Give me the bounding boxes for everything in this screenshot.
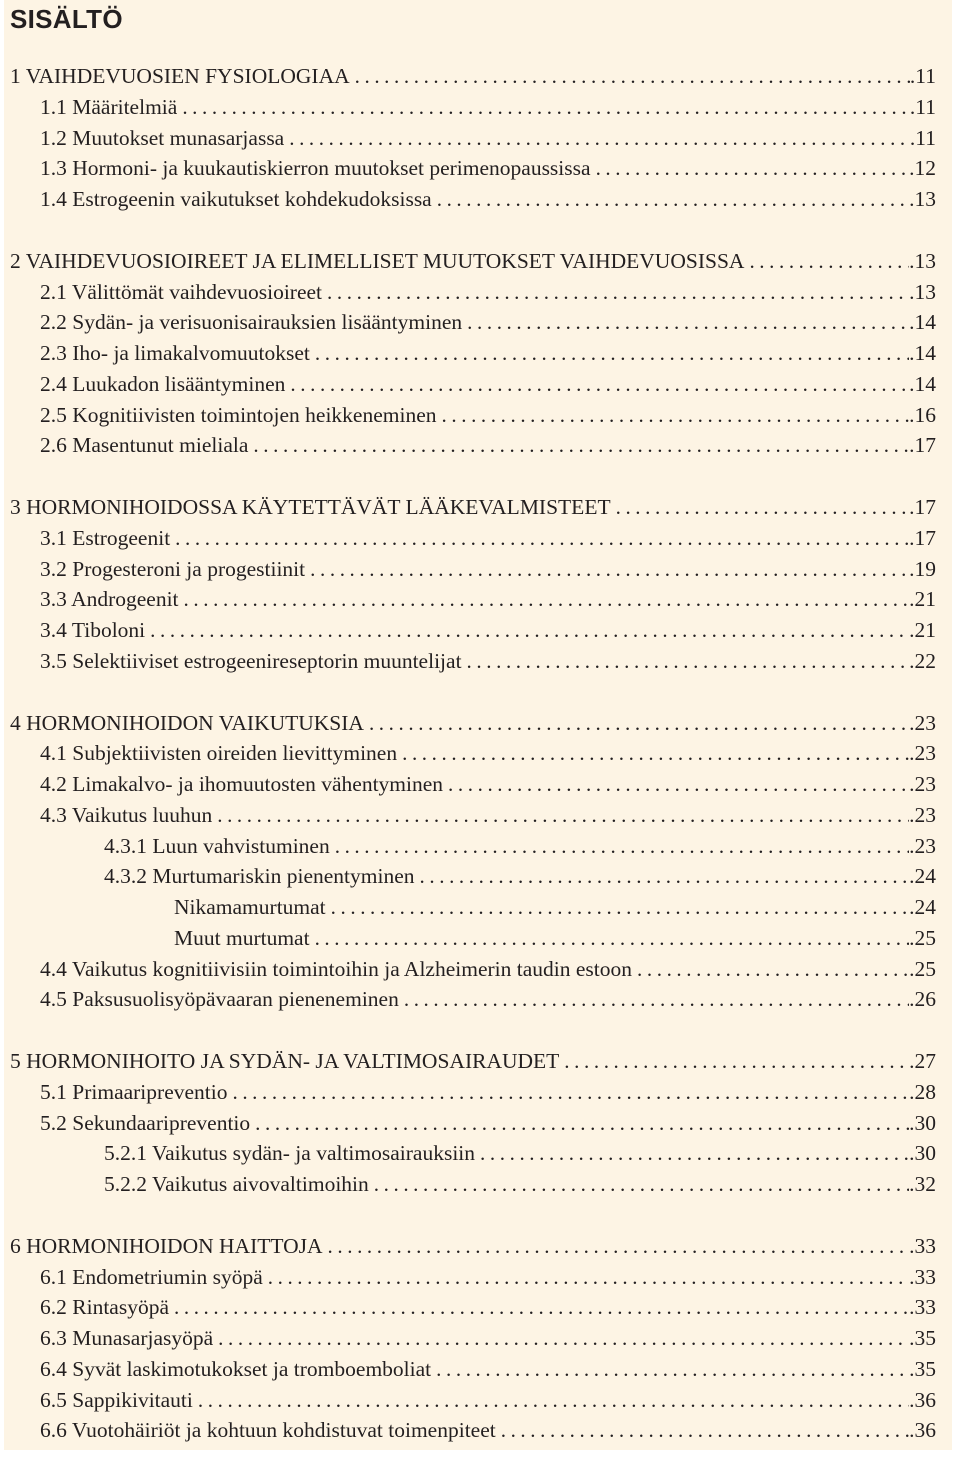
toc-entry-label: 3.5 Selektiiviset estrogeenireseptorin muuntelijat <box>40 648 462 673</box>
dot-leader <box>404 984 909 1014</box>
toc-entry-page: .17 <box>909 525 936 550</box>
toc-entry-label: 3.1 Estrogeenit <box>40 525 171 550</box>
toc-entry-page: .14 <box>909 371 936 396</box>
toc-entry-label: 4.3.2 Murtumariskin pienentyminen <box>104 864 415 889</box>
dot-leader <box>255 1108 909 1138</box>
dot-leader <box>268 1262 909 1292</box>
dot-leader <box>596 153 910 183</box>
toc-entry-page: .21 <box>909 618 936 642</box>
toc-entry[interactable] <box>4 1169 936 1199</box>
toc-entry[interactable] <box>4 369 936 399</box>
toc-entry-page: .13 <box>909 248 936 273</box>
toc-entry[interactable] <box>4 92 936 122</box>
toc-entry[interactable] <box>4 738 936 768</box>
toc-entry[interactable] <box>4 1262 936 1292</box>
toc-entry-label: 5 HORMONIHOITO JA SYDÄN- JA VALTIMOSAIRAUDET <box>10 1049 560 1073</box>
dot-leader <box>749 246 909 276</box>
toc-page <box>4 0 952 1450</box>
toc-entry-label: 4.1 Subjektiivisten oireiden lievittyminen <box>40 741 398 766</box>
toc-entry-page: .33 <box>909 1295 936 1320</box>
toc-entry-label: 3.3 Androgeenit <box>40 587 179 612</box>
toc-entry-label: Nikamamurtumat <box>174 895 326 919</box>
dot-leader <box>369 708 909 738</box>
toc-entry-label: 6.4 Syvät laskimotukokset ja tromboemboliat <box>40 1356 432 1381</box>
toc-entry[interactable] <box>4 1415 936 1445</box>
toc-entry-label: 2.1 Välittömät vaihdevuosioireet <box>40 279 323 304</box>
dot-leader <box>290 369 909 399</box>
dot-leader <box>442 400 910 430</box>
toc-chapter[interactable] <box>4 1231 936 1261</box>
toc-entry[interactable] <box>4 923 936 953</box>
toc-entry[interactable] <box>4 523 936 553</box>
toc-entry-page: .19 <box>909 556 936 581</box>
toc-entry[interactable] <box>4 1323 936 1353</box>
dot-leader <box>184 584 910 614</box>
toc-entry-page: .35 <box>909 1326 936 1350</box>
toc-entry-label: 5.2.1 Vaikutus sydän- ja valtimosairauksiin <box>104 1141 476 1166</box>
toc-entry-label: 6 HORMONIHOIDON HAITTOJA <box>10 1233 323 1258</box>
toc-entry-page: .32 <box>909 1172 936 1196</box>
dot-leader <box>218 1323 909 1353</box>
dot-leader <box>327 277 909 307</box>
toc-entry-label: 6.6 Vuotohäiriöt ja kohtuun kohdistuvat toimenpiteet <box>40 1418 496 1443</box>
toc-entry-label: 4.3.1 Luun vahvistuminen <box>104 833 330 858</box>
toc-entry[interactable] <box>4 307 936 337</box>
toc-entry[interactable] <box>4 184 936 214</box>
toc-entry-page: .28 <box>909 1079 936 1104</box>
dot-leader <box>315 338 909 368</box>
toc-entry-page: .13 <box>909 279 936 304</box>
toc-entry-label: 2.4 Luukadon lisääntyminen <box>40 371 286 396</box>
toc-entry-page: .27 <box>909 1049 936 1073</box>
dot-leader <box>198 1385 909 1415</box>
toc-entry[interactable] <box>4 338 936 368</box>
toc-entry-page: .36 <box>909 1387 936 1412</box>
toc-entry-label: 1.3 Hormoni- ja kuukautiskierron muutokset perimenopaussissa <box>40 156 591 181</box>
dot-leader <box>328 1231 910 1261</box>
page-title: SISÄLTÖ <box>10 4 123 34</box>
toc-entry[interactable] <box>4 892 936 922</box>
dot-leader <box>448 769 909 799</box>
dot-leader <box>217 800 909 830</box>
toc-entry[interactable] <box>4 1138 936 1168</box>
toc-entry-label: 6.1 Endometriumin syöpä <box>40 1264 263 1289</box>
dot-leader <box>374 1169 909 1199</box>
dot-leader <box>150 615 909 645</box>
toc-entry[interactable] <box>4 1077 936 1107</box>
toc-chapter[interactable] <box>4 708 936 738</box>
dot-leader <box>616 492 910 522</box>
toc-entry-page: .23 <box>909 710 936 735</box>
toc-entry[interactable] <box>4 153 936 183</box>
dot-leader <box>315 923 910 953</box>
toc-entry-page: .11 <box>909 64 936 88</box>
dot-leader <box>174 1292 909 1322</box>
dot-leader <box>637 954 909 984</box>
toc-entry-label: 6.5 Sappikivitauti <box>40 1387 193 1412</box>
toc-entry-page: .23 <box>909 802 936 827</box>
toc-entry-page: .16 <box>909 402 936 427</box>
dot-leader <box>310 554 909 584</box>
toc-entry-label: 4.4 Vaikutus kognitiivisiin toimintoihin ja Alzheimerin taudin estoon <box>40 956 633 981</box>
toc-entry[interactable] <box>4 954 936 984</box>
toc-entry-page: .23 <box>909 833 936 858</box>
dot-leader <box>436 1354 909 1384</box>
toc-entry-label: 4.2 Limakalvo- ja ihomuutosten vähentyminen <box>40 772 444 796</box>
toc-entry-label: 1.2 Muutokset munasarjassa <box>40 125 285 150</box>
toc-entry-label: 5.2.2 Vaikutus aivovaltimoihin <box>104 1172 369 1196</box>
toc-entry-page: .30 <box>909 1141 936 1166</box>
toc-entry[interactable] <box>4 123 936 153</box>
toc-entry-label: 2.3 Iho- ja limakalvomuutokset <box>40 341 310 365</box>
toc-entry-label: 1.4 Estrogeenin vaikutukset kohdekudoksissa <box>40 187 432 211</box>
dot-leader <box>564 1046 909 1076</box>
toc-entry[interactable] <box>4 646 936 676</box>
toc-entry-page: .33 <box>909 1264 936 1289</box>
toc-entry-label: 5.1 Primaaripreventio <box>40 1079 228 1104</box>
toc-entry-label: 5.2 Sekundaaripreventio <box>40 1110 251 1135</box>
toc-entry-label: 3.4 Tiboloni <box>40 618 146 642</box>
toc-entry-label: 6.3 Munasarjasyöpä <box>40 1326 214 1350</box>
toc-entry-label: 3.2 Progesteroni ja progestiinit <box>40 556 306 581</box>
toc-entry-page: .12 <box>909 156 936 181</box>
toc-entry-page: .17 <box>909 495 936 519</box>
toc-entry-label: 2.6 Masentunut mieliala <box>40 433 249 458</box>
dot-leader <box>467 307 909 337</box>
toc-entry[interactable] <box>4 1108 936 1138</box>
toc-chapter[interactable] <box>4 246 936 276</box>
dot-leader <box>402 738 909 768</box>
toc-entry-page: .35 <box>909 1356 936 1381</box>
toc-entry-label: 4.3 Vaikutus luuhun <box>40 802 213 827</box>
toc-entry[interactable] <box>4 615 936 645</box>
toc-entry-label: 4 HORMONIHOIDON VAIKUTUKSIA <box>10 710 364 735</box>
dot-leader <box>420 861 910 891</box>
toc-entry[interactable] <box>4 800 936 830</box>
toc-entry[interactable] <box>4 1385 936 1415</box>
toc-entry-page: .30 <box>909 1110 936 1135</box>
dot-leader <box>175 523 909 553</box>
toc-entry-label: 6.2 Rintasyöpä <box>40 1295 169 1320</box>
toc-entry-label: 1.1 Määritelmiä <box>40 94 178 119</box>
toc-entry-page: .23 <box>909 772 936 796</box>
toc-entry-page: .36 <box>909 1418 936 1443</box>
toc-entry-label: Muut murtumat <box>174 925 310 950</box>
toc-entry-page: .23 <box>909 741 936 766</box>
toc-entry[interactable] <box>4 831 936 861</box>
toc-entry-label: 1 VAIHDEVUOSIEN FYSIOLOGIAA <box>10 64 350 88</box>
toc-entry-page: .11 <box>909 94 936 119</box>
toc-entry[interactable] <box>4 430 936 460</box>
dot-leader <box>437 184 909 214</box>
toc-entry-label: 3 HORMONIHOIDOSSA KÄYTETTÄVÄT LÄÄKEVALMISTEET <box>10 495 611 519</box>
dot-leader <box>335 831 909 861</box>
toc-entry-page: .14 <box>909 341 936 365</box>
toc-entry[interactable] <box>4 1354 936 1384</box>
dot-leader <box>480 1138 909 1168</box>
dot-leader <box>467 646 910 676</box>
toc-chapter[interactable] <box>4 61 936 91</box>
toc-chapter[interactable] <box>4 1046 936 1076</box>
toc-entry[interactable] <box>4 984 936 1014</box>
toc-entry-page: .25 <box>909 956 936 981</box>
toc-entry[interactable] <box>4 1292 936 1322</box>
toc-entry-page: .21 <box>909 587 936 612</box>
toc-entry-page: .17 <box>909 433 936 458</box>
dot-leader <box>232 1077 909 1107</box>
dot-leader <box>331 892 909 922</box>
toc-entry-page: .33 <box>909 1233 936 1258</box>
toc-entry-page: .14 <box>909 310 936 335</box>
toc-entry-label: 2.5 Kognitiivisten toimintojen heikkeneminen <box>40 402 437 427</box>
dot-leader <box>182 92 910 122</box>
toc-entry[interactable] <box>4 861 936 891</box>
toc-chapter[interactable] <box>4 492 936 522</box>
table-of-contents <box>4 0 952 1450</box>
toc-entry[interactable] <box>4 554 936 584</box>
toc-entry-page: .26 <box>909 987 936 1012</box>
toc-entry-label: 2 VAIHDEVUOSIOIREET JA ELIMELLISET MUUTOKSET VAIHDEVUOSISSA <box>10 248 745 273</box>
toc-entry-page: .13 <box>909 187 936 211</box>
toc-entry-label: 4.5 Paksusuolisyöpävaaran pieneneminen <box>40 987 399 1012</box>
toc-entry[interactable] <box>4 277 936 307</box>
toc-entry[interactable] <box>4 400 936 430</box>
dot-leader <box>289 123 910 153</box>
dot-leader <box>355 61 910 91</box>
toc-entry-page: .25 <box>909 925 936 950</box>
toc-entry-page: .24 <box>909 895 936 919</box>
dot-leader <box>501 1415 909 1445</box>
toc-entry-page: .22 <box>909 648 936 673</box>
toc-entry-label: 2.2 Sydän- ja verisuonisairauksien lisääntyminen <box>40 310 463 335</box>
toc-entry[interactable] <box>4 769 936 799</box>
toc-entry[interactable] <box>4 584 936 614</box>
toc-entry-page: .11 <box>909 125 936 150</box>
toc-entry-page: .24 <box>909 864 936 889</box>
dot-leader <box>253 430 909 460</box>
